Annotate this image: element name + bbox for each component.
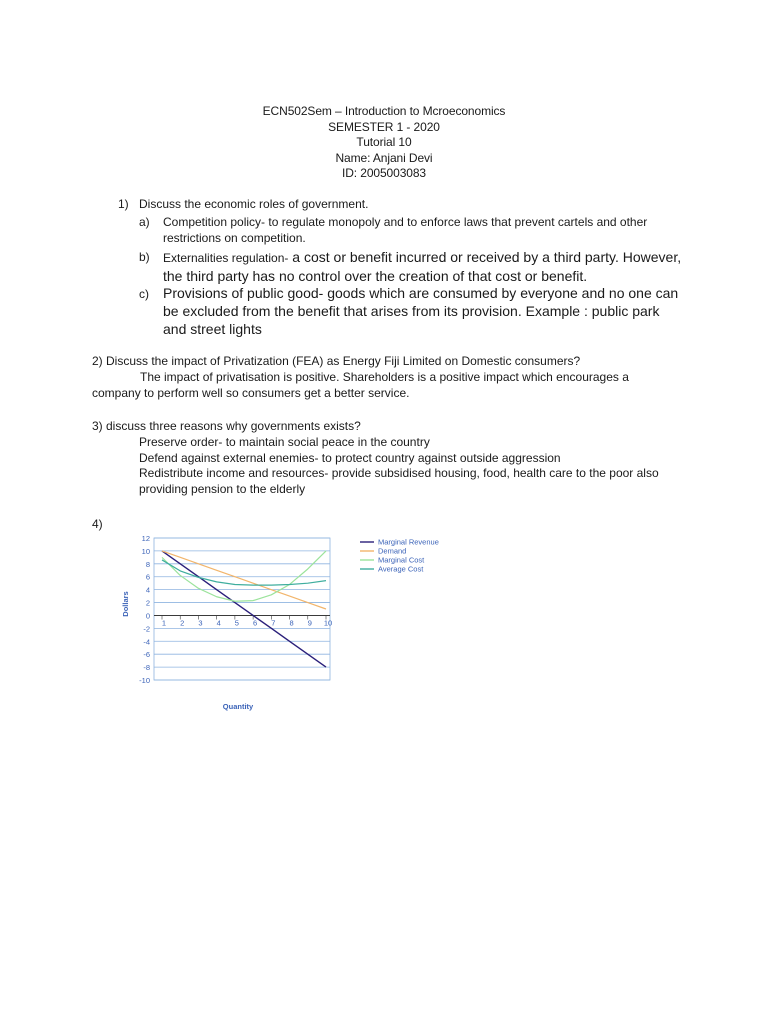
cost-revenue-chart [110, 530, 470, 720]
y-tick-label: 10 [141, 546, 150, 556]
plot-area [154, 538, 333, 680]
student-id: ID: 2005003083 [341, 166, 426, 180]
answer-1a-label: a) [139, 215, 150, 229]
x-tick-label: 3 [198, 618, 203, 628]
y-tick-label: -10 [139, 676, 150, 685]
document-header [0, 104, 768, 182]
y-tick-label: -6 [143, 650, 150, 660]
answer-3-item: Defend against external enemies- to protect country against outside aggression [139, 450, 561, 465]
x-tick-label: 10 [323, 618, 333, 628]
x-tick-label: 2 [180, 618, 185, 628]
question-1-text: Discuss the economic roles of government. [139, 197, 369, 211]
legend-label: Average Cost [378, 564, 424, 574]
answer-1a [139, 214, 683, 246]
answer-1b-term: Externalities regulation- [163, 251, 289, 265]
y-tick-label: 2 [145, 598, 150, 608]
answer-3-item: Preserve order- to maintain social peace in the country [139, 435, 430, 449]
legend-label: Marginal Cost [378, 555, 425, 565]
y-tick-label: -4 [143, 637, 150, 647]
answer-1c-text: Provisions of public good- goods which are consumed by everyone and no one can be excluded from the benefit that arises from its provision. Example : public park and street lights [163, 285, 679, 337]
y-tick-label: 12 [141, 534, 150, 543]
x-tick-label: 5 [234, 618, 239, 628]
x-tick-label: 1 [161, 618, 167, 628]
y-tick-label: 4 [145, 585, 150, 595]
question-1-title [118, 197, 368, 211]
y-tick-label: 8 [145, 559, 150, 569]
question-2-title: 2) Discuss the impact of Privatization (FEA) as Energy Fiji Limited on Domestic consumers? [92, 354, 581, 368]
x-tick-label: 6 [253, 618, 258, 628]
tutorial-label: Tutorial 10 [356, 135, 412, 149]
answer-1c-label: c) [139, 287, 149, 301]
y-tick-label: 0 [145, 611, 150, 621]
answer-3-list [139, 435, 679, 497]
question-3-title: 3) discuss three reasons why governments exists? [92, 419, 361, 433]
answer-2-text: The impact of privatisation is positive. Shareholders is a positive impact which encourages a company to perform well so consumers get a better service. [92, 370, 629, 400]
x-tick-label: 7 [271, 618, 276, 628]
answer-3-item: Redistribute income and resources- provide subsidised housing, food, health care to the poor also providing pension to the elderly [139, 466, 659, 496]
course-title: ECN502Sem – Introduction to Mcroeconomics [262, 104, 506, 118]
legend-label: Demand [378, 546, 407, 556]
y-axis-label: Dollars [121, 591, 130, 617]
x-tick-label: 4 [216, 618, 221, 628]
legend-label: Marginal Revenue [378, 537, 439, 547]
question-4-label: 4) [92, 517, 103, 531]
answer-1b-label: b) [139, 250, 150, 264]
y-tick-label: 6 [145, 572, 150, 582]
answer-1a-text: Competition policy- to regulate monopoly and to enforce laws that prevent cartels and other restrictions on competition. [163, 215, 648, 245]
question-1-number: 1) [118, 197, 129, 211]
x-tick-label: 8 [289, 618, 294, 628]
answer-1b [139, 248, 683, 286]
y-tick-label: -2 [143, 624, 150, 634]
semester-label: SEMESTER 1 - 2020 [328, 119, 440, 134]
x-axis-label: Quantity [222, 702, 254, 711]
x-tick-label: 9 [307, 618, 312, 628]
y-tick-label: -8 [143, 663, 150, 673]
answer-1b-text-wrap [163, 248, 683, 286]
answer-1c [139, 284, 683, 338]
student-name: Name: Anjani Devi [335, 150, 433, 165]
answer-1b-text: a cost or benefit incurred or received by a third party. However, the third party has no control over the creation of that cost or benefit. [163, 249, 682, 284]
